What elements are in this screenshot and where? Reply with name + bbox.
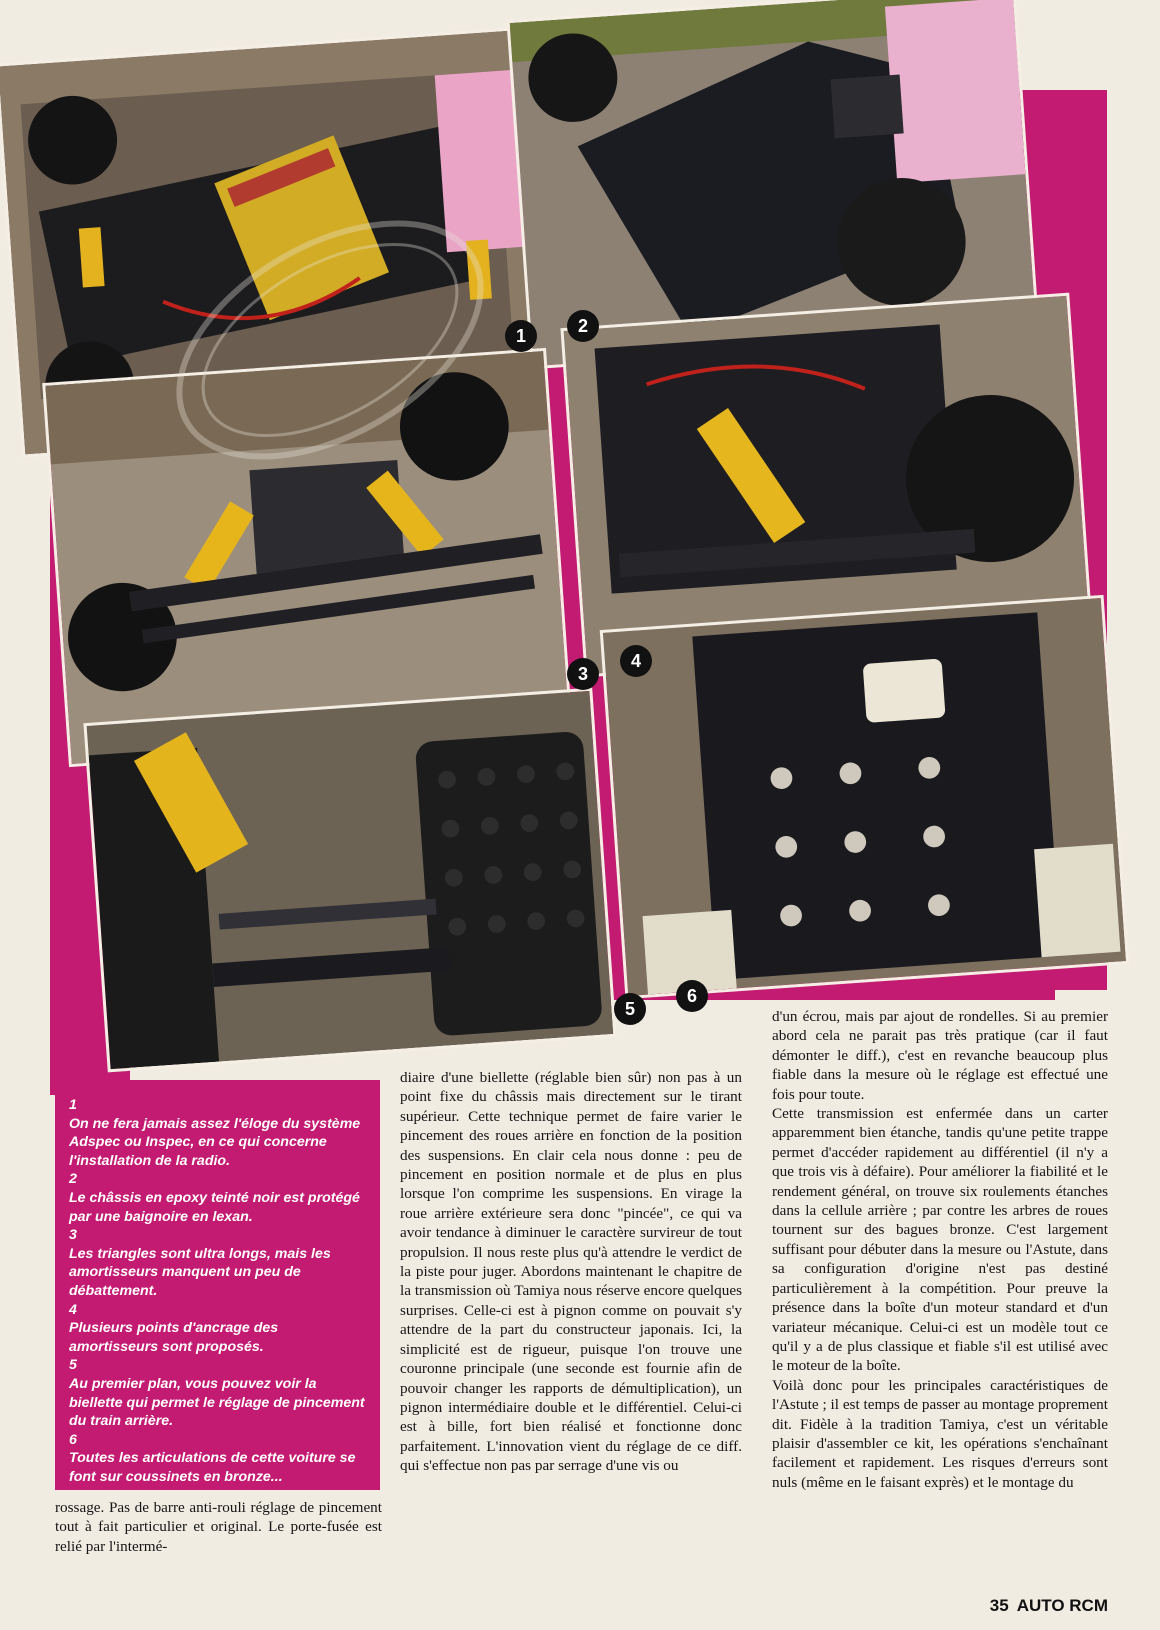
article-paragraph: rossage. Pas de barre anti-rouli réglage de pincement tout à fait particulier et original. Le porte-fusée est relié par l'intermé- (55, 1499, 382, 1555)
caption-number: 5 (69, 1357, 77, 1374)
photo-6 (600, 595, 1130, 999)
caption-number: 3 (69, 1227, 77, 1244)
article-column-2 (400, 1068, 742, 1476)
photo-captions (55, 1080, 380, 1490)
magazine-name: AUTO RCM (1016, 1596, 1108, 1615)
caption-number: 4 (69, 1301, 77, 1318)
page-number: 35 (989, 1596, 1009, 1615)
photo-number-6: 6 (676, 980, 708, 1012)
caption-1 (69, 1096, 366, 1170)
caption-number: 1 (69, 1097, 77, 1113)
caption-text: On ne fera jamais assez l'éloge du système Adspec ou Inspec, en ce qui concerne l'installation de la radio. (69, 1115, 361, 1169)
caption-text: Toutes les articulations de cette voiture se font sur coussinets en bronze... (69, 1450, 356, 1485)
article-paragraph: Voilà donc pour les principales caractéristiques de l'Astute ; il est temps de passer au montage proprement dit. Fidèle à la tradition Tamiya, c'est un véritable plaisir d'assembler ce kit, les opérations s'enchaînant facilement et rapidement. Les risques d'erreurs sont nuls (même en le faisant exprès) et le montage du (772, 1376, 1108, 1491)
article-paragraph: diaire d'une biellette (réglable bien sûr) non pas à un point fixe du châssis mais directement sur le tirant supérieur. Cette technique permet de faire varier le pincement des roues arrière en fonction de la position des suspensions. En clair cela nous donne : peu de pincement en position normale et de plus en plus lorsque l'on comprime les suspensions. En virage la roue arrière extérieure sera donc "pincée", ce qui va avoir tendance à diminuer le caractère survireur de tout propulsion. Il nous reste plus qu'à attendre le verdict de la piste pour juger. Abordons maintenant le chapitre de la transmission où Tamiya nous réserve encore quelques surprises. Celle-ci est à pignon comme on pouvait s'y attendre de la part du constructeur japonais. Ici, la simplicité est de rigueur, puisque l'on trouve une couronne principale (une seconde est fournie afin de pouvoir changer les rapports de démultiplication), un pignon intermédiaire double et le différentiel. Celui-ci est à bille, fort bien réalisé et fonctionne donc parfaitement. L'innovation vient du réglage de ce diff. qui s'effectue non pas par serrage d'une vis ou (400, 1069, 742, 1475)
photo-number-5: 5 (614, 993, 646, 1025)
caption-3 (69, 1226, 366, 1300)
page-footer (990, 1596, 1108, 1616)
article-column-1 (55, 1498, 382, 1556)
photo-number-3: 3 (567, 658, 599, 690)
caption-text: Le châssis en epoxy teinté noir est protégé par une baignoire en lexan. (69, 1189, 360, 1225)
caption-text: Plusieurs points d'ancrage des amortisseurs sont proposés. (69, 1320, 279, 1355)
photo-number-4: 4 (620, 645, 652, 677)
photo-5 (83, 688, 616, 1073)
photo-number-2: 2 (567, 310, 599, 342)
caption-text: Les triangles sont ultra longs, mais les amortisseurs manquent un peu de débattement. (69, 1245, 331, 1299)
article-paragraph: Cette transmission est enfermée dans un carter apparemment bien étanche, tandis qu'une petite trappe permet d'accéder rapidement au différentiel (il n'y a que trois vis à défaire). Pour améliorer la fiabilité et le rendement général, on trouve six roulements étanches dans la cellule arrière ; par contre les arbres de roues tournent sur des bagues bronze. C'est largement suffisant pour débuter dans la mesure ou l'Astute, dans sa configuration d'origine n'est pas destiné particulièrement à la compétition. Pour preuve la présence dans la boîte d'un moteur standard et d'un variateur mécanique. Celui-ci est un modèle tout ce qu'il y a de plus classique et fiable s'il est utilisé avec le moteur de la boîte. (772, 1105, 1108, 1375)
article-column-3 (772, 1007, 1108, 1492)
caption-2 (69, 1170, 366, 1226)
photo-number-1: 1 (505, 320, 537, 352)
caption-6 (69, 1431, 366, 1487)
caption-number: 2 (69, 1171, 77, 1188)
caption-text: Au premier plan, vous pouvez voir la biellette qui permet le réglage de pincement du train arrière. (69, 1375, 365, 1430)
caption-4 (69, 1301, 366, 1357)
caption-5 (69, 1356, 366, 1430)
article-paragraph: d'un écrou, mais par ajout de rondelles. Si au premier abord cela ne parait pas très pratique (car il faut démonter le diff.), c'est en revanche beaucoup plus fiable dans la mesure où le réglage est effectué une fois pour toute. (772, 1008, 1108, 1103)
caption-number: 6 (69, 1431, 77, 1448)
